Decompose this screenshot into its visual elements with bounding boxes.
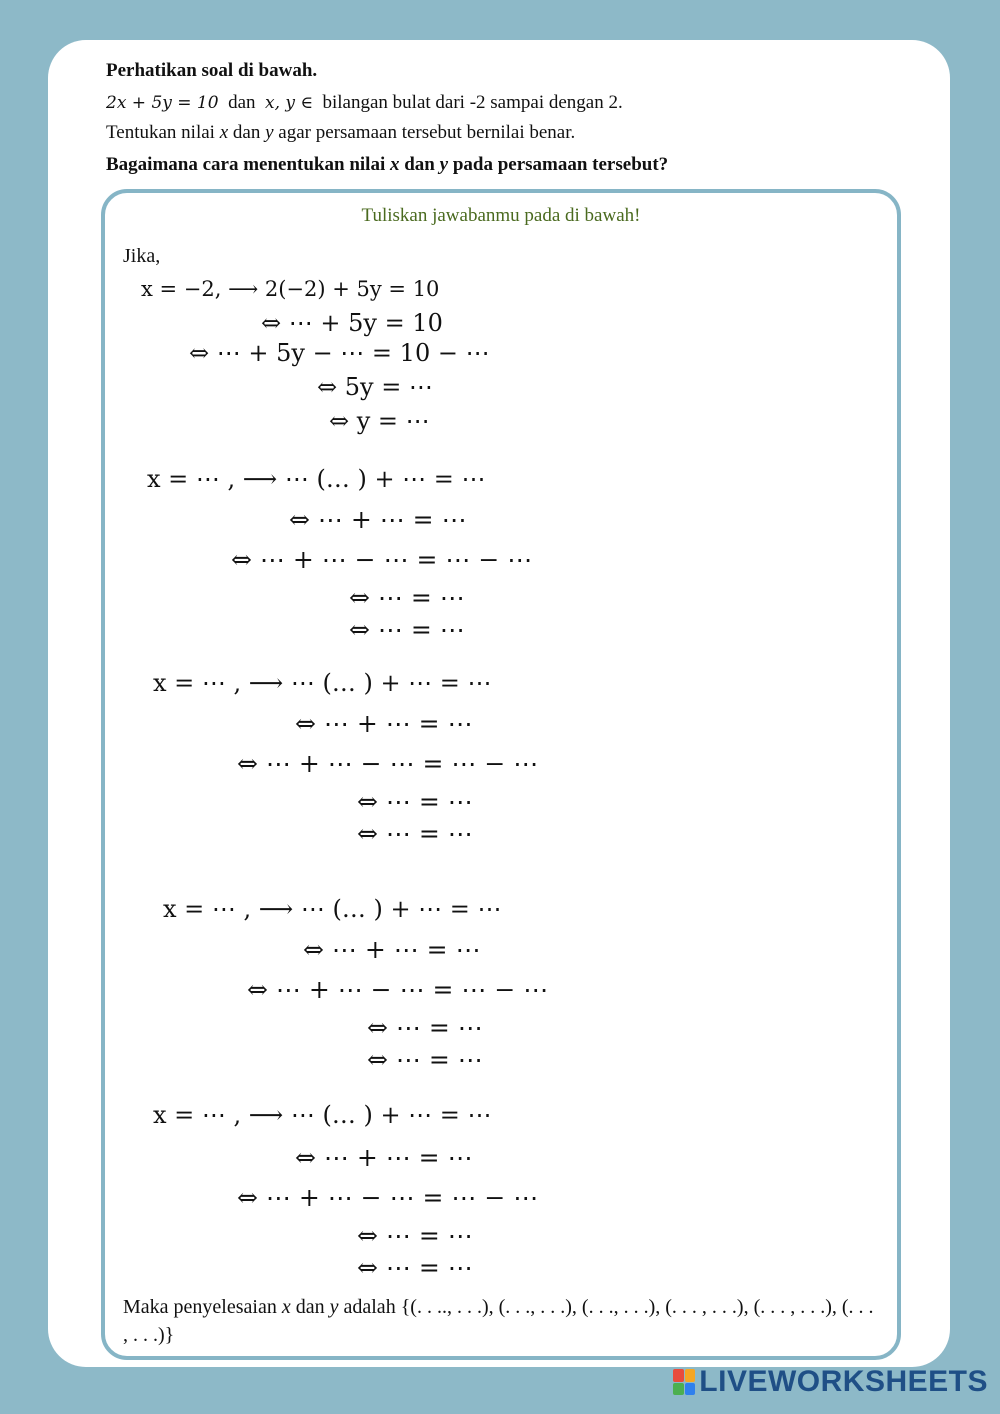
block5-line2: ⇔ ⋯ + ⋯ = ⋯ [295,1143,473,1172]
block4-line4: ⇔ ⋯ = ⋯ [367,1013,483,1042]
block2-line5: ⇔ ⋯ = ⋯ [349,615,465,644]
problem-task: Tentukan nilai x dan y agar persamaan tersebut bernilai benar. [106,122,576,143]
block5-line3: ⇔ ⋯ + ⋯ − ⋯ = ⋯ − ⋯ [237,1183,539,1212]
block5-line5: ⇔ ⋯ = ⋯ [357,1253,473,1282]
problem-dan: dan [228,92,256,113]
problem-equation: 2x + 5y = 10 [106,93,219,113]
block4-line2: ⇔ ⋯ + ⋯ = ⋯ [303,935,481,964]
block2-line1: x = ⋯ , ⟶ ⋯ (… ) + ⋯ = ⋯ [147,465,486,493]
problem-set: x, y ∈ [265,93,313,113]
conclusion: Maka penyelesaian x dan y adalah {(. . .., . . .), (. . ., . . .), (. . ., . . .), (. . . , . . .), (. . . , . . .), (. . . , . . .)} [123,1296,874,1346]
jika-label: Jika, [123,245,161,267]
block5-line4: ⇔ ⋯ = ⋯ [357,1221,473,1250]
block4-line3: ⇔ ⋯ + ⋯ − ⋯ = ⋯ − ⋯ [247,975,549,1004]
answer-box [101,189,901,1360]
problem-domain: bilangan bulat dari -2 sampai dengan 2. [322,92,623,113]
block5-line1: x = ⋯ , ⟶ ⋯ (… ) + ⋯ = ⋯ [153,1101,492,1129]
block3-line2: ⇔ ⋯ + ⋯ = ⋯ [295,709,473,738]
block1-line2: ⇔ ⋯ + 5y = 10 [261,309,443,337]
block4-line1: x = ⋯ , ⟶ ⋯ (… ) + ⋯ = ⋯ [163,895,502,923]
block2-line4: ⇔ ⋯ = ⋯ [349,583,465,612]
block3-line3: ⇔ ⋯ + ⋯ − ⋯ = ⋯ − ⋯ [237,749,539,778]
block4-line5: ⇔ ⋯ = ⋯ [367,1045,483,1074]
problem-equation-line [106,92,623,114]
block1-line4: ⇔ 5y = ⋯ [317,373,433,401]
block1-line1: x = −2, ⟶ 2(−2) + 5y = 10 [141,277,440,301]
liveworksheets-logo [673,1364,988,1400]
brand-name: LIVEWORKSHEETS [699,1365,988,1398]
block3-line4: ⇔ ⋯ = ⋯ [357,787,473,816]
block3-line5: ⇔ ⋯ = ⋯ [357,819,473,848]
block1-line5: ⇔ y = ⋯ [329,407,430,435]
liveworksheets-logo-icon [673,1369,695,1395]
block3-line1: x = ⋯ , ⟶ ⋯ (… ) + ⋯ = ⋯ [153,669,492,697]
problem-intro: Perhatikan soal di bawah. [106,60,318,81]
block2-line2: ⇔ ⋯ + ⋯ = ⋯ [289,505,467,534]
block2-line3: ⇔ ⋯ + ⋯ − ⋯ = ⋯ − ⋯ [231,545,533,574]
problem-question: Bagaimana cara menentukan nilai x dan y pada persamaan tersebut? [106,154,669,175]
answer-title: Tuliskan jawabanmu pada di bawah! [361,205,641,226]
block1-line3: ⇔ ⋯ + 5y − ⋯ = 10 − ⋯ [189,339,490,367]
